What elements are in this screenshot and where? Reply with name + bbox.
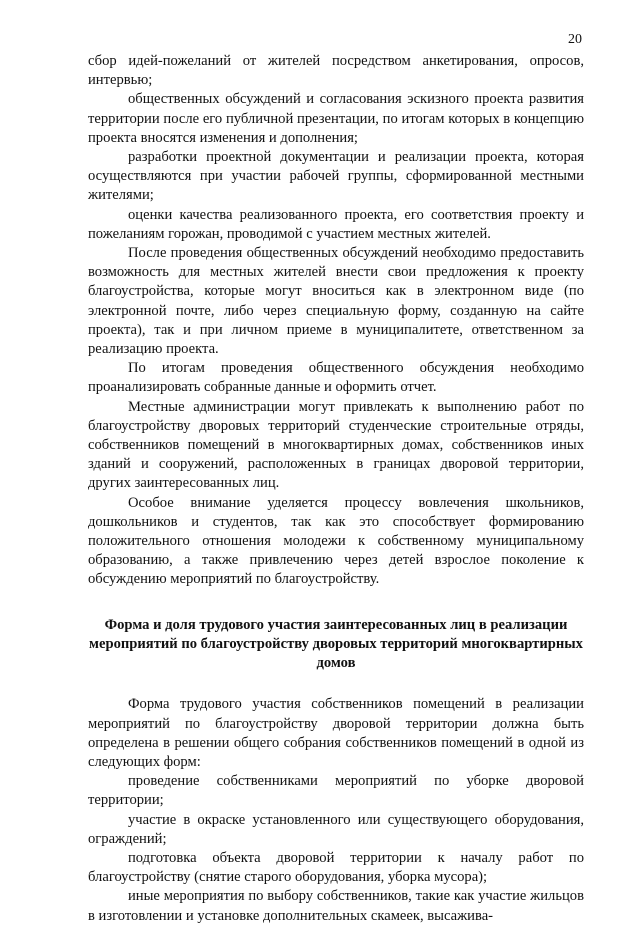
paragraph: Местные администрации могут привлекать к выполнению работ по благоустройству дворовых территорий студенческие строительные отряды, собственников помещений в многоквартирных домах, собственников иных зданий и сооружений, расположенных в границах дворовой территории, других заинтересованных лиц.	[88, 398, 584, 492]
document-body	[88, 52, 584, 926]
paragraph: проведение собственниками мероприятий по уборке дворовой территории;	[88, 773, 584, 809]
paragraph: Форма трудового участия собственников помещений в реализации мероприятий по благоустройству дворовой территории должна быть определена в решении общего собрания собственников помещений в одной из следующих форм:	[88, 696, 584, 770]
paragraph: разработки проектной документации и реализации проекта, которая осуществляются при участии рабочей группы, сформированной местными жителями;	[88, 149, 584, 204]
page-number: 20	[568, 32, 582, 47]
paragraph: иные мероприятия по выбору собственников, такие как участие жильцов в изготовлении и установке дополнительных скамеек, высажива-	[88, 888, 584, 924]
paragraph: После проведения общественных обсуждений необходимо предоставить возможность для местных жителей внести свои предложения к проекту благоустройства, которые могут вноситься как в электронном виде (по электронной почте, либо через специальную форму, созданную на сайте проекта), так и при личном приеме в муниципалитете, ответственном за реализацию проекта.	[88, 245, 584, 358]
paragraph: участие в окраске установленного или существующего оборудования, ограждений;	[88, 811, 584, 847]
paragraph: общественных обсуждений и согласования эскизного проекта развития территории после его публичной презентации, по итогам которых в концепцию проекта вносятся изменения и дополнения;	[88, 91, 584, 146]
paragraph: сбор идей-пожеланий от жителей посредством анкетирования, опросов, интервью;	[88, 53, 584, 89]
paragraph: Особое внимание уделяется процессу вовлечения школьников, дошкольников и студентов, так как это способствует формированию положительного отношения молодежи к собственному муниципальному образованию, а также привлечению через детей взрослое поколение к обсуждению мероприятий по благоустройству.	[88, 494, 584, 588]
paragraph: подготовка объекта дворовой территории к началу работ по благоустройству (снятие старого оборудования, уборка мусора);	[88, 849, 584, 886]
section-heading: Форма и доля трудового участия заинтересованных лиц в реализации мероприятий по благоустройству дворовых территорий многоквартирных домов	[89, 616, 583, 672]
paragraph: оценки качества реализованного проекта, его соответствия проекту и пожеланиям горожан, проводимой с участием местных жителей.	[88, 206, 584, 242]
paragraph: По итогам проведения общественного обсуждения необходимо проанализировать собранные данные и оформить отчет.	[88, 360, 584, 396]
